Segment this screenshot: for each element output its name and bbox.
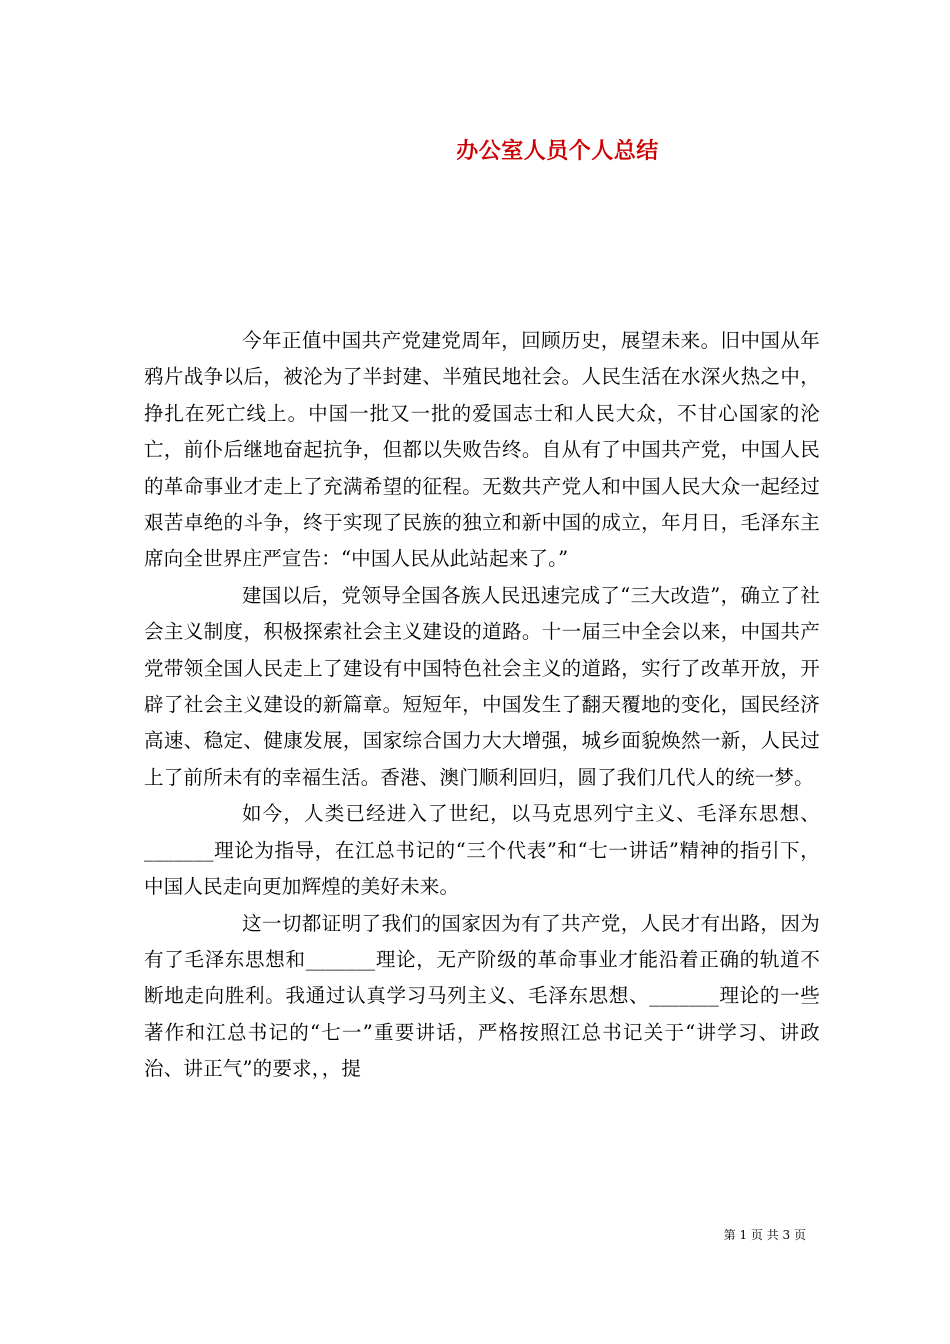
paragraph-3: 如今，人类已经进入了世纪，以马克思列宁主义、毛泽东思想、_______理论为指导，在江总书记的“三个代表”和“七一讲话”精神的指引下，中国人民走向更加辉煌的美好未来。 <box>144 802 820 899</box>
document-title: 办公室人员个人总结 <box>456 138 659 164</box>
paragraph-2: 建国以后，党领导全国各族人民迅速完成了“三大改造”，确立了社会主义制度，积极探索社会主义建设的道路。十一届三中全会以来，中国共产党带领全国人民走上了建设有中国特色社会主义的道路，实行了改革开放，开辟了社会主义建设的新篇章。短短年，中国发生了翻天覆地的变化，国民经济高速、稳定、健康发展，国家综合国力大大增强，城乡面貌焕然一新，人民过上了前所未有的幸福生活。香港、澳门顺利回归，圆了我们几代人的统一梦。 <box>144 583 820 789</box>
document-body <box>144 323 820 1088</box>
paragraph-1: 今年正值中国共产党建党周年，回顾历史，展望未来。旧中国从年鸦片战争以后，被沦为了半封建、半殖民地社会。人民生活在水深火热之中，挣扎在死亡线上。中国一批又一批的爱国志士和人民大众，不甘心国家的沦亡，前仆后继地奋起抗争，但都以失败告终。自从有了中国共产党，中国人民的革命事业才走上了充满希望的征程。无数共产党人和中国人民大众一起经过艰苦卓绝的斗争，终于实现了民族的独立和新中国的成立，年月日，毛泽东主席向全世界庄严宣告：“中国人民从此站起来了。” <box>144 329 820 571</box>
page-indicator: 第 1 页 共 3 页 <box>723 1228 806 1242</box>
paragraph-4: 这一切都证明了我们的国家因为有了共产党，人民才有出路，因为有了毛泽东思想和_______理论，无产阶级的革命事业才能沿着正确的轨道不断地走向胜利。我通过认真学习马列主义、毛泽东思想、_______理论的一些著作和江总书记的“七一”重要讲话，严格按照江总书记关于“讲学习、讲政治、讲正气”的要求，，提 <box>144 911 820 1081</box>
